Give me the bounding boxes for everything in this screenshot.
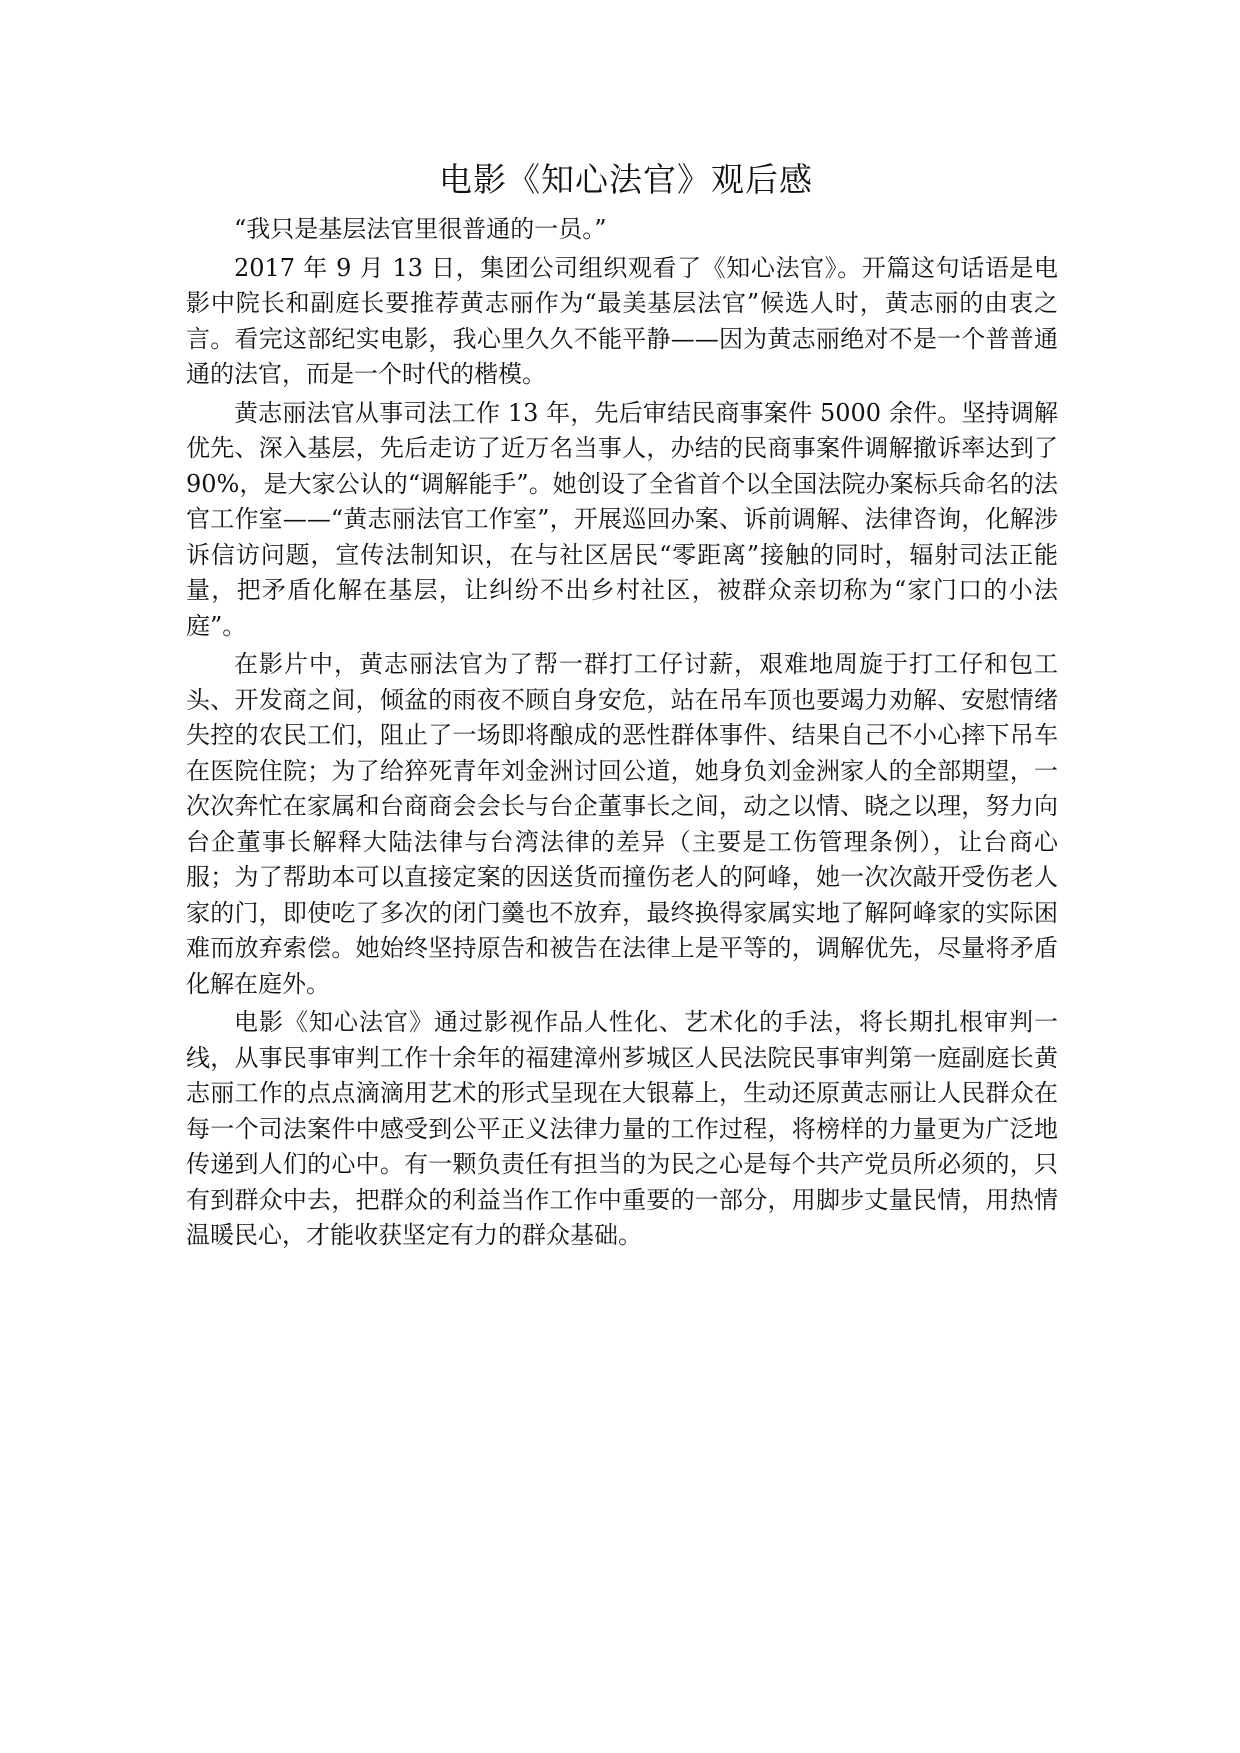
document-body <box>186 158 1058 1254</box>
paragraph-film-stories: 在影片中，黄志丽法官为了帮一群打工仔讨薪，艰难地周旋于打工仔和包工头、开发商之间，倾盆的雨夜不顾自身安危，站在吊车顶也要竭力劝解、安慰情绪失控的农民工们，阻止了一场即将酿成的恶性群体事件、结果自己不小心摔下吊车在医院住院；为了给猝死青年刘金洲讨回公道，她身负刘金洲家人的全部期望，一次次奔忙在家属和台商商会会长与台企董事长之间，动之以情、晓之以理，努力向台企董事长解释大陆法律与台湾法律的差异（主要是工伤管理条例），让台商心服；为了帮助本可以直接定案的因送货而撞伤老人的阿峰，她一次次敲开受伤老人家的门，即使吃了多次的闭门羹也不放弃，最终换得家属实地了解阿峰家的实际困难而放弃索偿。她始终坚持原告和被告在法律上是平等的，调解优先，尽量将矛盾化解在庭外。 <box>186 650 1058 998</box>
paragraph-conclusion: 电影《知心法官》通过影视作品人性化、艺术化的手法，将长期扎根审判一线，从事民事审判工作十余年的福建漳州芗城区人民法院民事审判第一庭副庭长黄志丽工作的点点滴滴用艺术的形式呈现在大银幕上，生动还原黄志丽让人民群众在每一个司法案件中感受到公平正义法律力量的工作过程，将榜样的力量更为广泛地传递到人们的心中。有一颗负责任有担当的为民之心是每个共产党员所必须的，只有到群众中去，把群众的利益当作工作中重要的一部分，用脚步丈量民情，用热情温暖民心，才能收获坚定有力的群众基础。 <box>186 1008 1058 1249</box>
paragraph-quote: “我只是基层法官里很普通的一员。” <box>234 215 607 243</box>
paragraph-career: 黄志丽法官从事司法工作 13 年，先后审结民商事案件 5000 余件。坚持调解优先、深入基层，先后走访了近万名当事人，办结的民商事案件调解撤诉率达到了 90%，是大家公认的“调解能手”。她创设了全省首个以全国法院办案标兵命名的法官工作室——“黄志丽法官工作室”，开展巡回办案、诉前调解、法律咨询，化解涉诉信访问题，宣传法制知识，在与社区居民“零距离”接触的同时，辐射司法正能量，把矛盾化解在基层，让纠纷不出乡村社区，被群众亲切称为“家门口的小法庭”。 <box>186 398 1058 640</box>
paragraph-intro: 2017 年 9 月 13 日，集团公司组织观看了《知心法官》。开篇这句话语是电影中院长和副庭长要推荐黄志丽作为“最美基层法官”候选人时，黄志丽的由衷之言。看完这部纪实电影，我心里久久不能平静——因为黄志丽绝对不是一个普普通通的法官，而是一个时代的楷模。 <box>186 253 1058 388</box>
document-title: 电影《知心法官》观后感 <box>439 160 813 199</box>
